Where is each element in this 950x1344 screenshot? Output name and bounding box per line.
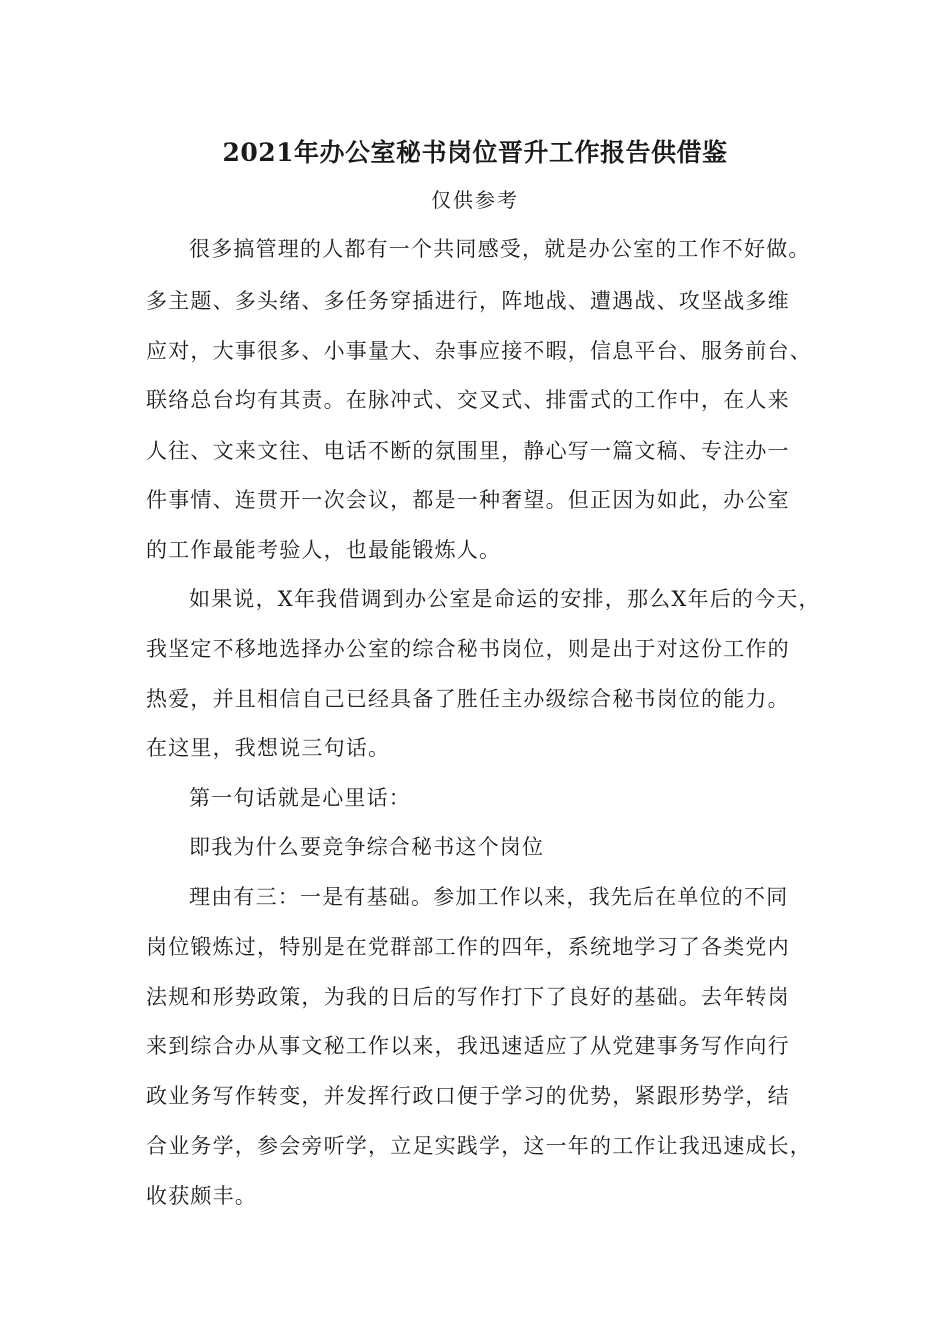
paragraph-line: 我坚定不移地选择办公室的综合秘书岗位，则是出于对这份工作的 bbox=[146, 637, 790, 661]
paragraph-line: 热爱，并且相信自己已经具备了胜任主办级综合秘书岗位的能力。 bbox=[146, 687, 790, 711]
paragraph-line: 很多搞管理的人都有一个共同感受，就是办公室的工作不好做。 bbox=[189, 237, 811, 261]
paragraph-line: 来到综合办从事文秘工作以来，我迅速适应了从党建事务写作向行 bbox=[146, 1034, 790, 1058]
paragraph-line: 收获颇丰。 bbox=[146, 1184, 257, 1208]
paragraph-line: 理由有三：一是有基础。参加工作以来，我先后在单位的不同 bbox=[189, 885, 789, 909]
paragraph-line: 如果说，X年我借调到办公室是命运的安排，那么X年后的今天， bbox=[189, 587, 821, 611]
paragraph-line: 政业务写作转变，并发挥行政口便于学习的优势，紧跟形势学，结 bbox=[146, 1084, 790, 1108]
paragraph-line: 件事情、连贯开一次会议，都是一种奢望。但正因为如此，办公室 bbox=[146, 488, 790, 512]
paragraph-line: 岗位锻炼过，特别是在党群部工作的四年，系统地学习了各类党内 bbox=[146, 935, 790, 959]
document-title: 2021年办公室秘书岗位晋升工作报告供借鉴 bbox=[222, 138, 728, 167]
paragraph-line: 人往、文来文往、电话不断的氛围里，静心写一篇文稿、专注办一 bbox=[146, 439, 790, 463]
paragraph-line: 法规和形势政策，为我的日后的写作打下了良好的基础。去年转岗 bbox=[146, 985, 790, 1009]
paragraph-line: 合业务学，参会旁听学，立足实践学，这一年的工作让我迅速成长， bbox=[146, 1134, 812, 1158]
paragraph-line: 第一句话就是心里话： bbox=[189, 786, 411, 810]
paragraph-line: 在这里，我想说三句话。 bbox=[146, 736, 391, 760]
paragraph-line: 应对，大事很多、小事量大、杂事应接不暇，信息平台、服务前台、 bbox=[146, 339, 812, 363]
paragraph-line: 联络总台均有其责。在脉冲式、交叉式、排雷式的工作中，在人来 bbox=[146, 388, 790, 412]
paragraph-line: 即我为什么要竞争综合秘书这个岗位 bbox=[189, 835, 545, 859]
paragraph-line: 多主题、多头绪、多任务穿插进行，阵地战、遭遇战、攻坚战多维 bbox=[146, 289, 790, 313]
paragraph-line: 的工作最能考验人，也最能锻炼人。 bbox=[146, 538, 502, 562]
document-subtitle: 仅供参考 bbox=[431, 188, 519, 212]
